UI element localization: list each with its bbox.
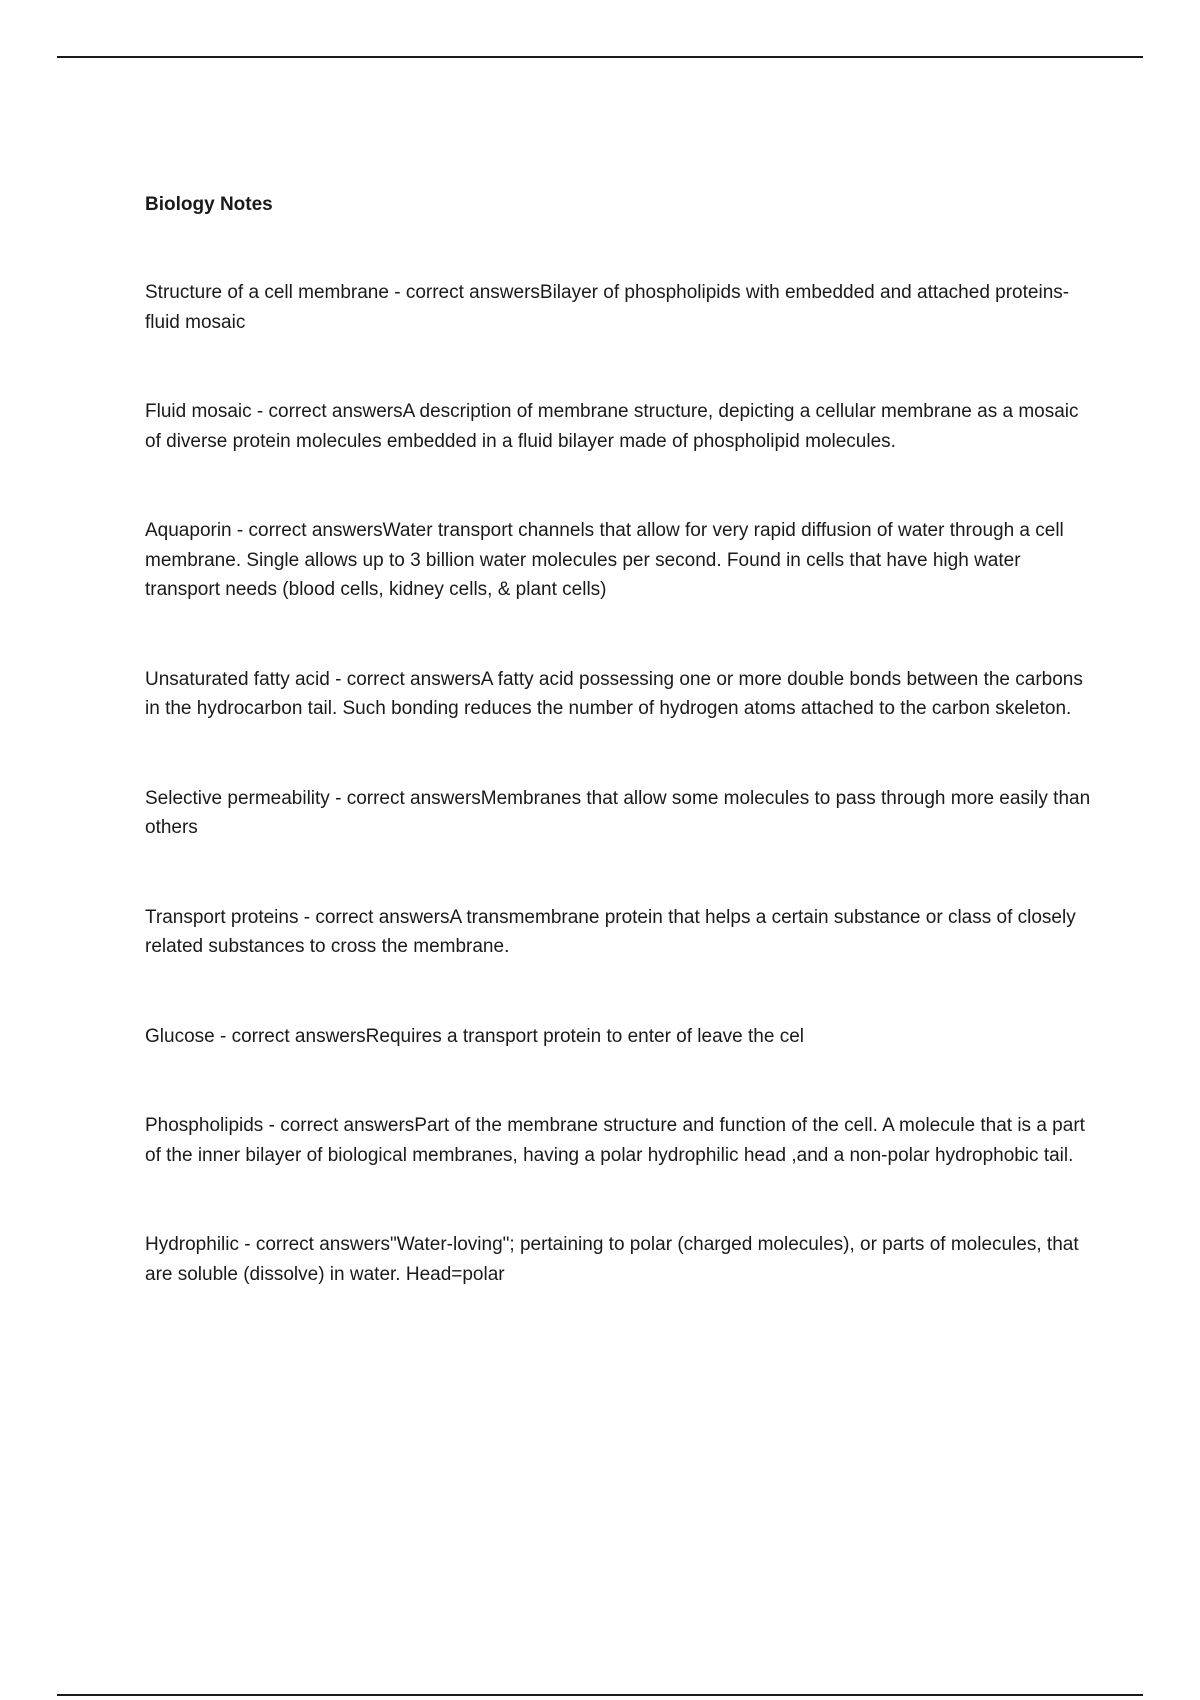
document-title: Biology Notes: [145, 194, 273, 215]
note-entry-phospholipids: Phospholipids - correct answersPart of the membrane structure and function of the cell. A molecule that is a part of the inner bilayer of biological membranes, having a polar hydrophilic head ,and a non-polar hydrophobic tail.: [145, 1115, 1085, 1166]
header-rule: [57, 56, 1143, 58]
note-entry-aquaporin: Aquaporin - correct answersWater transport channels that allow for very rapid diffusion of water through a cell membrane. Single allows up to 3 billion water molecules per second. Found in cells that have high water transport needs (blood cells, kidney cells, & plant cells): [145, 520, 1064, 600]
note-entry-hydrophilic: Hydrophilic - correct answers"Water-loving"; pertaining to polar (charged molecules), or parts of molecules, that are soluble (dissolve) in water. Head=polar: [145, 1234, 1079, 1285]
footer-rule: [57, 1694, 1143, 1696]
note-entry-selective-permeability: Selective permeability - correct answersMembranes that allow some molecules to pass through more easily than others: [145, 787, 1091, 838]
note-entry-glucose: Glucose - correct answersRequires a transport protein to enter of leave the cel: [145, 1025, 804, 1047]
document-body: [145, 190, 1095, 1349]
note-entry-cell-membrane: Structure of a cell membrane - correct answersBilayer of phospholipids with embedded and attached proteins- fluid mosaic: [145, 282, 1070, 333]
note-entry-transport-proteins: Transport proteins - correct answersA transmembrane protein that helps a certain substance or class of closely related substances to cross the membrane.: [145, 906, 1076, 957]
note-entry-fluid-mosaic: Fluid mosaic - correct answersA description of membrane structure, depicting a cellular membrane as a mosaic of diverse protein molecules embedded in a fluid bilayer made of phospholipid molecules.: [145, 401, 1079, 452]
note-entry-unsaturated-fatty-acid: Unsaturated fatty acid - correct answersA fatty acid possessing one or more double bonds between the carbons in the hydrocarbon tail. Such bonding reduces the number of hydrogen atoms attached to the carbon skeleton.: [145, 668, 1083, 719]
